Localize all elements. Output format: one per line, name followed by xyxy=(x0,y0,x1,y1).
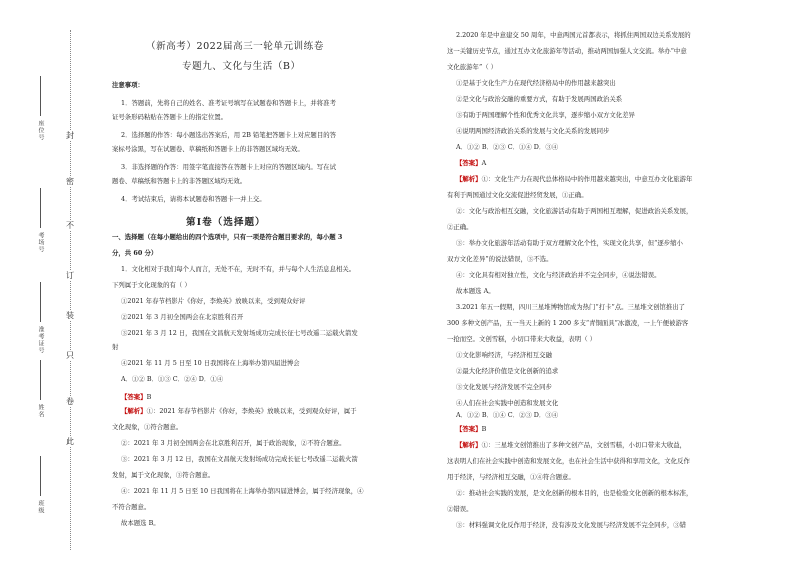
q3-analysis-line: 这表明人们在社会实践中创造和发展文化，也在社会生活中获得和享用文化，文化反作 xyxy=(447,457,690,465)
binding-field-blank[interactable] xyxy=(40,282,41,322)
q1-analysis-line: 【解析】①：2021 年春节档影片《你好，李焕英》放映以来，受到观众好评，属于 xyxy=(121,407,357,415)
binding-seal-char: 只 xyxy=(66,351,74,360)
binding-field-label: 准考证号 xyxy=(37,326,44,354)
q1-line: A．①② B．①③ C．②④ D．①④ xyxy=(121,375,224,383)
section-title: 第Ⅰ卷（选择题） xyxy=(186,217,266,228)
binding-field-label: 姓名 xyxy=(37,404,44,418)
binding-seal-char: 装 xyxy=(66,311,74,320)
q2-line: ①是基于文化生产力在现代经济格局中的作用越来越突出 xyxy=(456,79,616,87)
q1-analysis-line: ③：2021 年 3 月 12 日，我国在文昌航天发射场成功完成长征七号改遥二运载火箭 xyxy=(121,455,358,463)
q2-analysis-line: 故本题选 A。 xyxy=(456,287,495,295)
q2-analysis-line: 有利于两国通过文化交流促进经贸发展，①正确。 xyxy=(447,191,588,199)
q1-line: ②2021 年 3 月初全国两会在北京胜利召开 xyxy=(121,313,244,321)
exam-title: （新高考）2022届高三一轮单元训练卷 xyxy=(146,41,324,52)
note-line: 2．选择题的作答：每小题选出答案后，用 2B 铅笔把答题卡上对应题目的答 xyxy=(121,131,336,139)
note-line: 1．答题前，先将自己的姓名、准考证号填写在试题卷和答题卡上，并将准考 xyxy=(121,99,336,107)
q1-analysis-line: ②：2021 年 3 月初全国两会在北京胜利召开，属于政治现象，②不符合题意。 xyxy=(121,439,346,447)
note-line: 题卷、草稿纸和答题卡上的非答题区域均无效。 xyxy=(112,177,247,185)
q2-analysis-line: ②：文化与政治相互交融，文化旅游活动有助于两国相互理解，促进政治关系发展， xyxy=(456,207,693,215)
q1-line: ③2021 年 3 月 12 日，我国在文昌航天发射场成功完成长征七号改遥二运载火箭发 xyxy=(121,329,358,337)
q1-answer xyxy=(121,392,151,402)
q3-line: ①文化影响经济，与经济相互交融 xyxy=(456,351,552,359)
q1-line: ①2021 年春节档影片《你好，李焕英》放映以来，受到观众好评 xyxy=(121,297,306,305)
q2-analysis-line: ②正确。 xyxy=(447,223,473,231)
q1-analysis-line: 文化现象，①符合题意。 xyxy=(112,423,183,431)
note-line: 3．非选择题的作答：用签字笔直接答在答题卡上对应的答题区域内。写在试 xyxy=(121,163,336,171)
q2-line: 文化旅游年”（ ） xyxy=(447,63,498,71)
notes-heading: 注意事项： xyxy=(112,81,144,89)
q3-analysis-line: 【解析】①：三星堆文创馆推出了多种文创产品，文创雪糕，小切口带来大收益， xyxy=(456,441,687,449)
q1-line: 下列属于文化现象的有（ ） xyxy=(112,281,191,289)
q2-analysis-line: 【解析】①：文化生产力在现代总体格局中的作用越来越突出，中意互办文化旅游年 xyxy=(456,175,693,183)
q2-analysis-line: 双方文化差异”的说法错误，③不选。 xyxy=(447,255,553,263)
binding-seal-char: 封 xyxy=(66,131,74,140)
binding-field-blank[interactable] xyxy=(40,76,41,116)
binding-seal-char: 不 xyxy=(66,221,74,230)
q1-line: 射 xyxy=(112,343,119,351)
q1-analysis-line: 故本题选 B。 xyxy=(121,519,160,527)
q3-line: A．①② B．①④ C．②③ D．③④ xyxy=(456,411,559,419)
q2-answer xyxy=(456,158,486,168)
binding-seal-char: 此 xyxy=(66,437,74,446)
binding-seal-char: 密 xyxy=(66,177,74,186)
q3-analysis-line: ③：材料强调文化反作用于经济，没有涉及文化发展与经济发展不完全同步，③错 xyxy=(456,521,687,529)
q2-analysis-line: ④：文化具有相对独立性，文化与经济政治并不完全同步，④说法错误。 xyxy=(456,271,661,279)
note-line: 证号条形码粘贴在答题卡上的指定位置。 xyxy=(112,113,228,121)
binding-field-blank[interactable] xyxy=(40,360,41,400)
answer-value: B xyxy=(481,425,487,433)
answer-label: 【答案】 xyxy=(456,425,482,433)
q3-line: 一抢而空。文创雪糕，小切口带来大收益，表明（ ） xyxy=(447,335,597,343)
q1-analysis-line: 发射，属于文化现象，③符合题意。 xyxy=(112,471,215,479)
q3-analysis-line: ②：推动社会实践的发展，是文化创新的根本目的，也是检验文化创新的根本标准， xyxy=(456,489,693,497)
binding-seal-char: 订 xyxy=(66,271,74,280)
section-intro-line1: 一、选择题（在每小题给出的四个选项中，只有一项是符合题目要求的，每小题 3 xyxy=(112,233,343,241)
q2-line: A．①② B．②③ C．①④ D．③④ xyxy=(456,143,559,151)
answer-label: 【答案】 xyxy=(456,159,482,167)
q3-analysis-line: 用于经济，与经济相互交融，①④符合题意。 xyxy=(447,473,575,481)
section-intro-line2: 分，共 60 分） xyxy=(112,249,158,257)
q2-line: 2.2020 年是中意建交 50 周年，中意两国元首都表示，将抓住两国双边关系发展的 xyxy=(456,31,691,39)
binding-seal-char: 卷 xyxy=(66,397,74,406)
answer-value: B xyxy=(146,393,152,401)
q2-line: ③有助于两国理解个性和优秀文化共享，逐步缩小双方文化差异 xyxy=(456,111,635,119)
q3-answer xyxy=(456,424,486,434)
q2-line: ②是文化与政治交融的重要方式，有助于发展两国政治关系 xyxy=(456,95,623,103)
q1-line: 1．文化相对于我们每个人而言，无处不在，无时不有，并与每个人生活息息相关。 xyxy=(121,265,356,273)
q3-line: 300 多种文创产品，五一当天上新的 1 200 多支“青铜面具”冰激凌，一上午便被游客 xyxy=(447,319,689,327)
q1-line: ④2021 年 11 月 5 日至 10 日我国将在上海举办第四届进博会 xyxy=(121,359,300,367)
binding-field-label: 考场号 xyxy=(37,232,44,253)
q2-line: ④说明两国经济政治关系的发展与文化关系的发展同步 xyxy=(456,127,610,135)
exam-subtitle: 专题九、文化与生活（B） xyxy=(182,61,301,72)
q3-analysis-line: ②错误。 xyxy=(447,505,473,513)
q1-analysis-line: 不符合题意。 xyxy=(112,503,151,511)
note-line: 案标号涂黑，写在试题卷、草稿纸和答题卡上的非答题区域均无效。 xyxy=(112,145,304,153)
q1-analysis-line: ④：2021 年 11 月 5 日至 10 日我国将在上海举办第四届进博会，属于经济现象，④ xyxy=(121,487,364,495)
q2-line: 这一关键历史节点，通过互办文化旅游年等活动，推动两国加强人文交流。举办“中意 xyxy=(447,47,687,55)
answer-label: 【答案】 xyxy=(121,393,147,401)
binding-field-blank[interactable] xyxy=(40,456,41,496)
binding-field-label: 座位号 xyxy=(37,120,44,141)
binding-dotted-line xyxy=(70,30,71,550)
binding-field-blank[interactable] xyxy=(40,188,41,228)
answer-value: A xyxy=(481,159,487,167)
q3-line: ④人们在社会实践中创造和发展文化 xyxy=(456,399,559,407)
binding-field-label: 班级 xyxy=(37,500,44,514)
q2-analysis-line: ③：举办文化旅游年活动有助于双方理解文化个性，实现文化共享，但“逐步缩小 xyxy=(456,239,683,247)
q3-line: ②最大化经济价值是文化创新的追求 xyxy=(456,367,559,375)
note-line: 4．考试结束后，请将本试题卷和答题卡一并上交。 xyxy=(121,195,266,203)
q3-line: 3.2021 年五一假期，四川三星堆博物馆成为热门“打卡”点。三星堆文创馆推出了 xyxy=(456,303,686,311)
q3-line: ③文化发展与经济发展不完全同步 xyxy=(456,383,552,391)
